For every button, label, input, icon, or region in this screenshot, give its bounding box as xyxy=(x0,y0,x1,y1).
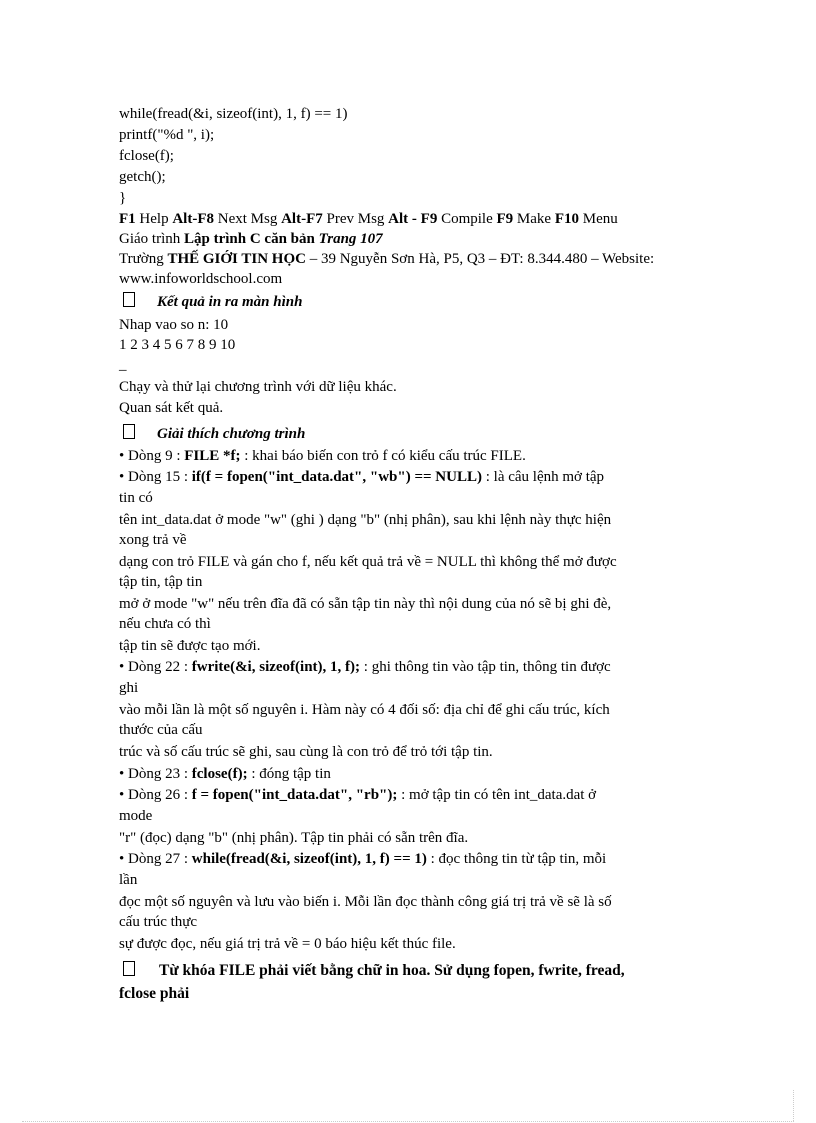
explain-text: : đọc thông tin từ tập tin, mỗi xyxy=(426,851,607,867)
explain-line-22 xyxy=(119,657,611,677)
footer-website: www.infoworldschool.com xyxy=(119,271,283,287)
output-line-1: Nhap vao so n: 10 xyxy=(119,317,229,333)
explain-line-27 xyxy=(119,849,606,869)
key-alt-f7: Alt-F7 xyxy=(281,211,323,227)
tip-line-2: fclose phải xyxy=(119,985,190,1002)
book-prefix: Giáo trình xyxy=(119,231,184,247)
explain-text: cấu trúc thực xyxy=(119,914,198,930)
code-line-1: while(fread(&i, sizeof(int), 1, f) == 1) xyxy=(119,106,348,122)
result-heading-line xyxy=(119,292,302,312)
footer-book-line xyxy=(119,229,383,249)
explain-text: tập tin, tập tin xyxy=(119,574,203,590)
code-line-4: getch(); xyxy=(119,169,166,185)
explain-text: dạng con trỏ FILE và gán cho f, nếu kết quả trả về = NULL thì không thể mở được xyxy=(119,554,617,570)
explain-text: thước của cấu xyxy=(119,722,203,738)
line-ref: • Dòng 26 : xyxy=(119,787,192,803)
footer-school-line xyxy=(119,249,654,269)
explain-text: mở ở mode "w" nếu trên đĩa đã có sẵn tập tin này thì nội dung của nó sẽ bị ghi đè, xyxy=(119,596,612,612)
explain-text: lần xyxy=(119,872,138,888)
explain-text: tập tin sẽ được tạo mới. xyxy=(119,638,261,654)
output-line-3: _ xyxy=(119,357,127,373)
explain-heading-line xyxy=(119,424,305,444)
key-f9: F9 xyxy=(496,211,514,227)
note-line-2: Quan sát kết quả. xyxy=(119,400,224,416)
explain-text: vào mỗi lần là một số nguyên i. Hàm này có 4 đối số: địa chỉ để ghi cấu trúc, kích xyxy=(119,702,610,718)
explain-heading: Giải thích chương trình xyxy=(157,426,306,442)
code-snippet: fclose(f); xyxy=(191,766,248,782)
explain-text: tin có xyxy=(119,490,153,506)
explain-text: sự được đọc, nếu giá trị trả về = 0 báo hiệu kết thúc file. xyxy=(119,936,456,952)
code-snippet: f = fopen("int_data.dat", "rb"); xyxy=(191,787,398,803)
key-f1: F1 xyxy=(119,211,136,227)
checkbox-bullet-icon xyxy=(123,292,135,307)
menu-bar-line xyxy=(119,209,618,229)
page-number: Trang 107 xyxy=(318,231,383,247)
line-ref: • Dòng 27 : xyxy=(119,851,192,867)
code-line-2: printf("%d ", i); xyxy=(119,127,215,143)
checkbox-bullet-icon xyxy=(123,424,135,439)
menu-text-make: Make xyxy=(513,211,555,227)
page-border-right xyxy=(793,1090,794,1121)
school-address: – 39 Nguyễn Sơn Hà, P5, Q3 – ĐT: 8.344.480 – Website: xyxy=(305,251,655,267)
explain-line-15 xyxy=(119,467,604,487)
key-f10: F10 xyxy=(554,211,579,227)
code-line-5: } xyxy=(119,190,127,206)
menu-text-help: Help xyxy=(135,211,173,227)
result-heading: Kết quả in ra màn hình xyxy=(157,294,303,310)
book-title: Lập trình C căn bản xyxy=(184,231,315,247)
tip-line-1 xyxy=(119,961,625,981)
explain-text: : khai báo biến con trỏ f có kiểu cấu trúc FILE. xyxy=(240,448,526,464)
line-ref: • Dòng 23 : xyxy=(119,766,192,782)
explain-text: : mở tập tin có tên int_data.dat ở xyxy=(397,787,597,803)
explain-line-26 xyxy=(119,785,596,805)
explain-text: tên int_data.dat ở mode "w" (ghi ) dạng "b" (nhị phân), sau khi lệnh này thực hiện xyxy=(119,512,612,528)
explain-text: : là câu lệnh mở tập xyxy=(481,469,605,485)
school-prefix: Trường xyxy=(119,251,168,267)
note-line-1: Chạy và thử lại chương trình với dữ liệu khác. xyxy=(119,379,397,395)
explain-text: nếu chưa có thì xyxy=(119,616,211,632)
explain-text: ghi xyxy=(119,680,139,696)
output-line-2: 1 2 3 4 5 6 7 8 9 10 xyxy=(119,337,236,353)
explain-line-9 xyxy=(119,446,526,466)
explain-text: mode xyxy=(119,808,153,824)
explain-text: : đóng tập tin xyxy=(247,766,331,782)
code-snippet: if(f = fopen("int_data.dat", "wb") == NULL) xyxy=(191,469,482,485)
menu-text-next: Next Msg xyxy=(214,211,282,227)
code-snippet: while(fread(&i, sizeof(int), 1, f) == 1) xyxy=(191,851,427,867)
menu-text-compile: Compile xyxy=(437,211,497,227)
checkbox-bullet-icon xyxy=(123,961,135,976)
explain-text: "r" (đọc) dạng "b" (nhị phân). Tập tin phải có sẵn trên đĩa. xyxy=(119,830,469,846)
explain-text: xong trả về xyxy=(119,532,187,548)
explain-text: đọc một số nguyên và lưu vào biến i. Mỗi lần đọc thành công giá trị trả về sẽ là số xyxy=(119,894,612,910)
explain-text: : ghi thông tin vào tập tin, thông tin được xyxy=(360,659,611,675)
page-border-bottom xyxy=(22,1121,794,1122)
line-ref: • Dòng 15 : xyxy=(119,469,192,485)
line-ref: • Dòng 9 : xyxy=(119,448,185,464)
explain-text: trúc và số cấu trúc sẽ ghi, sau cùng là con trỏ để trỏ tới tập tin. xyxy=(119,744,493,760)
explain-line-23 xyxy=(119,764,331,784)
tip-text: Từ khóa FILE phải viết bằng chữ in hoa. Sử dụng fopen, fwrite, fread, xyxy=(159,962,625,979)
code-snippet: fwrite(&i, sizeof(int), 1, f); xyxy=(191,659,361,675)
code-snippet: FILE *f; xyxy=(184,448,241,464)
key-alt-f8: Alt-F8 xyxy=(172,211,214,227)
code-line-3: fclose(f); xyxy=(119,148,174,164)
key-alt-f9: Alt - F9 xyxy=(388,211,438,227)
school-name: THẾ GIỚI TIN HỌC xyxy=(167,251,306,267)
menu-text-menu: Menu xyxy=(579,211,618,227)
line-ref: • Dòng 22 : xyxy=(119,659,192,675)
menu-text-prev: Prev Msg xyxy=(322,211,389,227)
